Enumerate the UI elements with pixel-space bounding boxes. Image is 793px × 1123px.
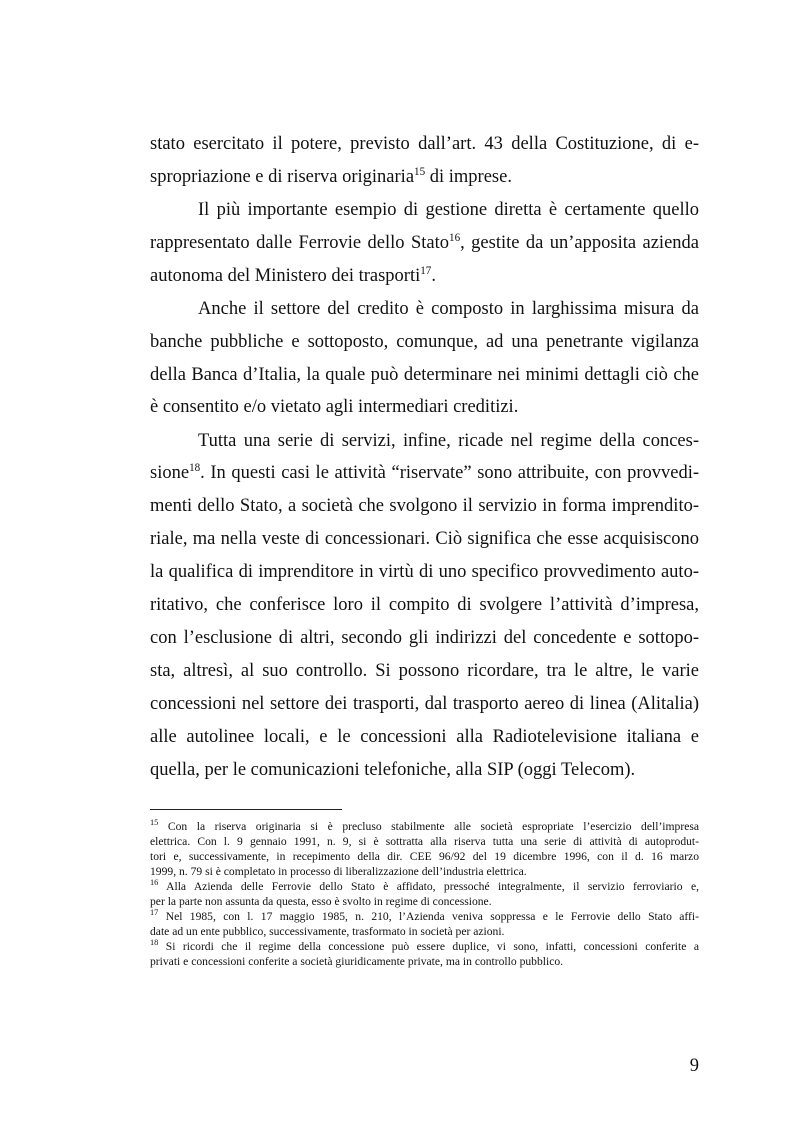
footnote-ref-17: 17: [420, 264, 432, 277]
body-line-4: rappresentato dalle Ferrovie dello Stato$^{16}$, gestite da un’apposita azienda: [150, 231, 699, 253]
footnote-ref-15: 15: [414, 165, 426, 178]
body-line-20: quella, per le comunicazioni telefoniche, alla SIP (oggi Telecom).: [150, 760, 636, 780]
body-line-9: è consentito e/o vietato agli intermediari creditizi.: [150, 397, 519, 417]
footnote-18-line-2: privati e concessioni conferite a società giuridicamente private, ma in controllo pubblico.: [150, 955, 564, 968]
footnote-15-line-1: $^{15}$ Con la riserva originaria si è precluso stabilmente alle società espropriate l’esercizio dell’impresa: [150, 818, 699, 833]
page-number: 9: [689, 1056, 699, 1076]
footnote-marker-15: 15: [150, 818, 159, 828]
footnote-separator: [150, 809, 342, 810]
body-line-10: Tutta una serie di servizi, infine, ricade nel regime della conces-: [198, 431, 699, 451]
footnote-15-line-2: elettrica. Con l. 9 gennaio 1991, n. 9, si è sottratta alla riserva tutta una serie di attività di autoprodut-: [150, 835, 699, 848]
footnote-17-line-2: date ad un ente pubblico, successivamente, trasformato in società per azioni.: [150, 925, 505, 938]
footnote-marker-16: 16: [150, 878, 159, 888]
footnote-marker-17: 17: [150, 908, 159, 918]
footnote-marker-18: 18: [150, 938, 159, 948]
body-line-15: ritativo, che conferisce loro il compito di svolgere l’attività d’impresa,: [150, 595, 699, 615]
body-line-6: Anche il settore del credito è composto in larghissima misura da: [198, 299, 699, 319]
body-line-11: sione$^{18}$. In questi casi le attività “riservate” sono attribuite, con provvedi-: [150, 461, 699, 483]
footnote-ref-18: 18: [189, 461, 201, 474]
body-line-19: alle autolinee locali, e le concessioni alla Radiotelevisione italiana e: [150, 727, 699, 747]
footnote-16-line-1: $^{16}$ Alla Azienda delle Ferrovie dello Stato è affidato, pressoché integralmente, il servizio ferroviario e,: [150, 878, 699, 893]
body-line-7: banche pubbliche e sottoposto, comunque, ad una penetrante vigilanza: [150, 332, 699, 352]
footnote-ref-16: 16: [449, 231, 461, 244]
body-line-8: della Banca d’Italia, la quale può determinare nei minimi dettagli ciò che: [150, 365, 699, 385]
body-line-14: la qualifica di imprenditore in virtù di uno specifico provvedimento auto-: [150, 562, 699, 582]
body-line-17: sta, altresì, al suo controllo. Si possono ricordare, tra le altre, le varie: [150, 661, 699, 681]
footnote-18-line-1: $^{18}$ Si ricordi che il regime della concessione può essere duplice, vi sono, infatti, concessioni conferite a: [150, 938, 699, 953]
body-line-3: Il più importante esempio di gestione diretta è certamente quello: [198, 200, 699, 220]
body-line-1: stato esercitato il potere, previsto dall’art. 43 della Costituzione, di e-: [150, 134, 699, 154]
footnote-15-line-3: tori e, successivamente, in recepimento della dir. CEE 96/92 del 19 dicembre 1996, con il d. 16 marzo: [150, 850, 699, 863]
body-line-12: menti dello Stato, a società che svolgono il servizio in forma imprendito-: [150, 496, 699, 516]
body-line-18: concessioni nel settore dei trasporti, dal trasporto aereo di linea (Alitalia): [150, 694, 699, 714]
footnote-17-line-1: $^{17}$ Nel 1985, con l. 17 maggio 1985, n. 210, l’Azienda veniva soppressa e le Ferrovie dello Stato affi-: [150, 908, 699, 923]
footnote-15-line-4: 1999, n. 79 si è completato in processo di liberalizzazione dell’industria elettrica.: [150, 865, 527, 878]
body-line-5: autonoma del Ministero dei trasporti$^{17}$.: [150, 264, 436, 286]
body-line-2: spropriazione e di riserva originaria$^{15}$ di imprese.: [150, 165, 512, 187]
body-line-13: riale, ma nella veste di concessionari. Ciò significa che esse acquisiscono: [150, 529, 699, 549]
footnote-16-line-2: per la parte non assunta da questa, esso è svolto in regime di concessione.: [150, 895, 492, 908]
body-line-16: con l’esclusione di altri, secondo gli indirizzi del concedente e sottopo-: [150, 628, 699, 648]
